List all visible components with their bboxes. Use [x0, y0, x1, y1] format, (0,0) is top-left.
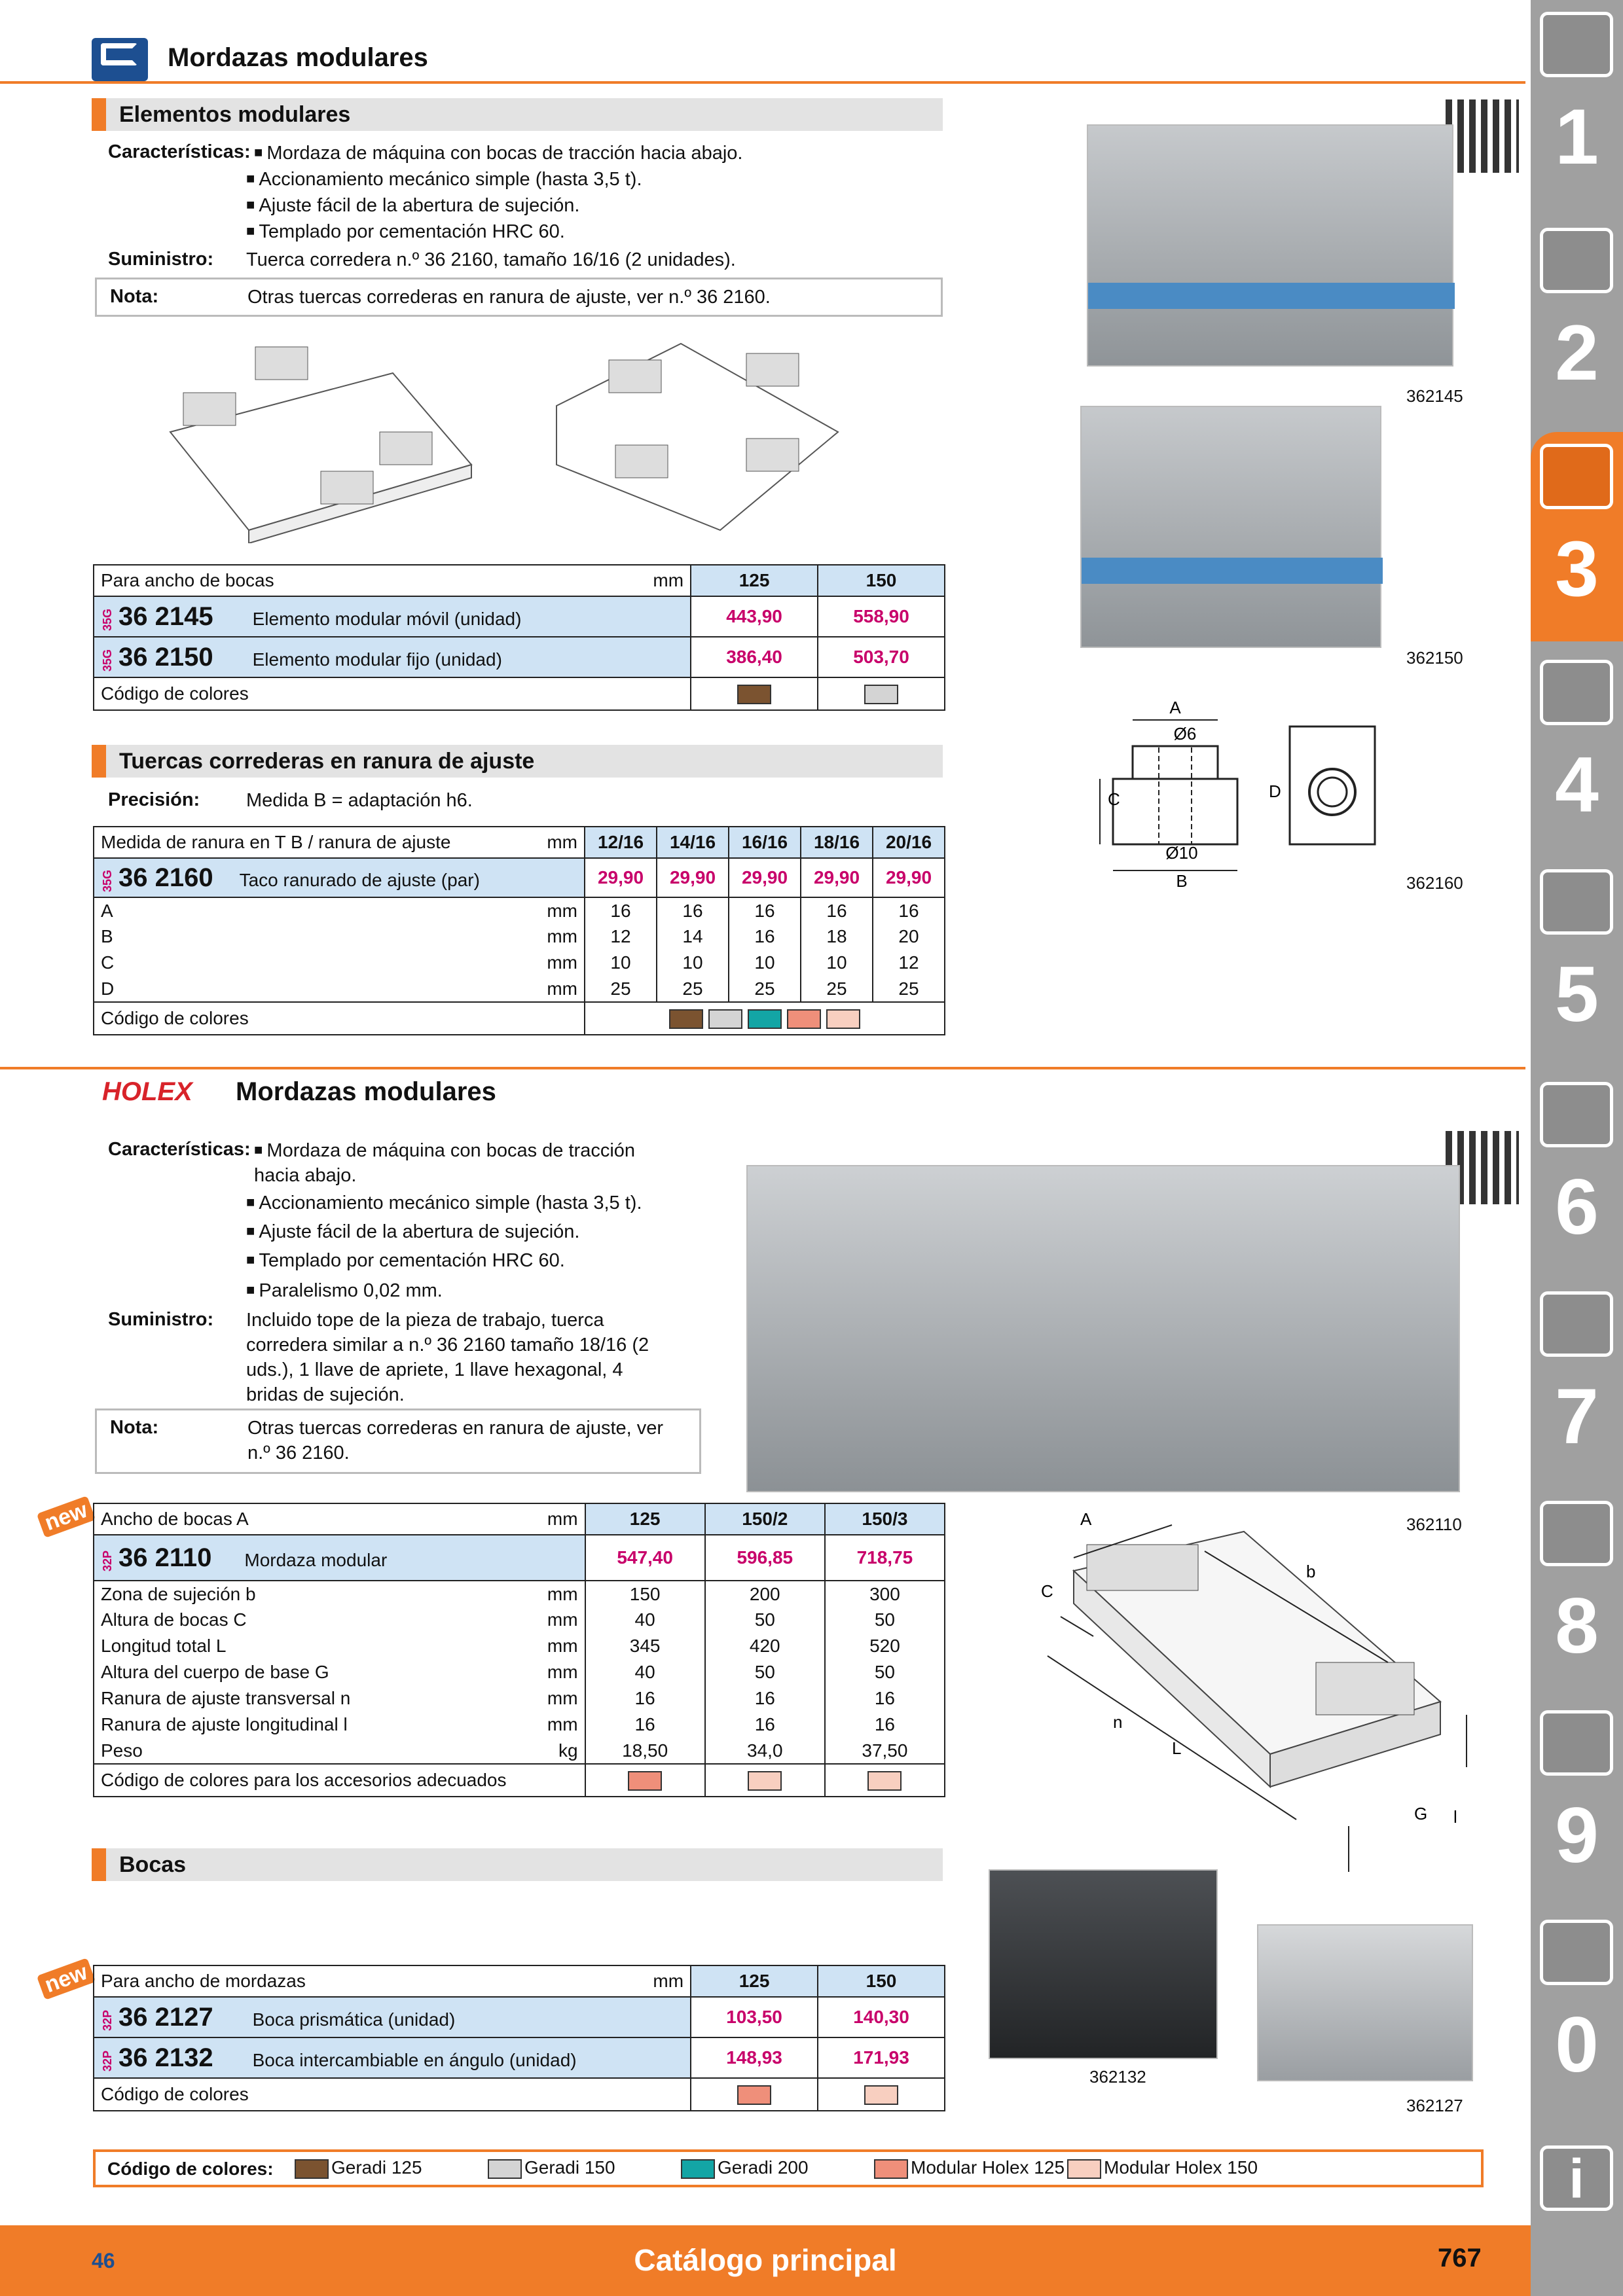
- color-swatch: [864, 685, 898, 704]
- sidebar-item-9[interactable]: 9: [1531, 1698, 1623, 1908]
- color-swatch: [737, 685, 771, 704]
- article-code[interactable]: 36 2160: [119, 863, 213, 892]
- legend-item: Geradi 125: [292, 2157, 422, 2179]
- article-code[interactable]: 36 2132: [119, 2043, 213, 2072]
- new-badge: new: [37, 1958, 96, 2000]
- vise-dimension-diagram: [1021, 1505, 1506, 1878]
- dim-label: l: [1453, 1807, 1457, 1827]
- article-desc: Elemento modular móvil (unidad): [252, 608, 522, 629]
- product-image-362110: [746, 1165, 1460, 1492]
- table-row: Altura de bocas C mm 40 50 50: [94, 1607, 945, 1633]
- table-slot-nuts: Medida de ranura en T B / ranura de ajuste mm 12/16 14/16 16/16 18/16 20/16 35G 36 2160 Taco ranurado de ajuste (par) 29,90 29,90 29,90 29,90 29,90 A mm 16 16 16 16 16 B mm 12 14 16 18 20 C mm 10 10 10 10 12 D mm 25 25 25 25 25 Código de colores: [93, 826, 945, 1035]
- table-row: Ranura de ajuste transversal n mm 16 16 16: [94, 1685, 945, 1712]
- dim-label: b: [1306, 1562, 1316, 1581]
- dim-label: B: [1176, 871, 1188, 891]
- table-modular-elements: [93, 564, 945, 711]
- feature-item: ■ Templado por cementación HRC 60.: [246, 1247, 565, 1273]
- product-image-362150: [1080, 406, 1381, 648]
- dim-label: D: [1269, 781, 1281, 801]
- note-text: Otras tuercas correderas en ranura de ajuste, ver n.º 36 2160.: [247, 1418, 664, 1463]
- legend-item: Geradi 200: [678, 2157, 809, 2179]
- features-label: Características:: [108, 1139, 251, 1160]
- new-badge: new: [37, 1496, 96, 1538]
- sidebar-item-3[interactable]: 3: [1531, 432, 1623, 641]
- color-swatch: [867, 1771, 902, 1791]
- supply-label: Suministro:: [108, 1309, 214, 1330]
- color-swatch: [787, 1009, 821, 1029]
- pliers-icon: [1540, 1291, 1613, 1357]
- table-header-label: Para ancho de bocas: [94, 565, 636, 596]
- toolbox-icon: [1540, 1501, 1613, 1566]
- legend-item: Modular Holex 150: [1065, 2157, 1258, 2179]
- legend-item: Geradi 150: [485, 2157, 615, 2179]
- feature-item: ■ Ajuste fácil de la abertura de sujeción.: [246, 1219, 579, 1244]
- qr-code[interactable]: [1446, 99, 1519, 173]
- feature-item: ■ Accionamiento mecánico simple (hasta 3,5 t).: [246, 166, 642, 192]
- color-swatch: [826, 1009, 860, 1029]
- sidebar-item-0[interactable]: 0: [1531, 1908, 1623, 2117]
- page-number-left: 46: [92, 2249, 115, 2272]
- sidebar-item-6[interactable]: 6: [1531, 1070, 1623, 1280]
- unit: mm: [636, 565, 691, 596]
- note-label: Nota:: [110, 1417, 159, 1438]
- table-row: 35G 36 2145 Elemento modular móvil (unidad) 443,90 558,90: [94, 596, 945, 637]
- caption-362145: 362145: [1406, 386, 1463, 406]
- dim-label: Ø10: [1165, 843, 1198, 863]
- price: 558,90: [818, 596, 945, 637]
- sub2-header: [92, 745, 943, 778]
- precision-label: Precisión:: [108, 789, 200, 810]
- caption-362110: 362110: [1406, 1515, 1462, 1534]
- dim-label: Ø6: [1173, 724, 1197, 744]
- color-swatch: [708, 1009, 742, 1029]
- dim-label: A: [1169, 700, 1181, 717]
- safety-icon: [1540, 1920, 1613, 1985]
- table-row: 32P 36 2110 Mordaza modular 547,40 596,85 718,75: [94, 1535, 945, 1581]
- note-label: Nota:: [110, 286, 159, 307]
- color-swatch: [737, 2085, 771, 2105]
- caption-362160: 362160: [1406, 873, 1463, 893]
- color-swatch: [748, 1009, 782, 1029]
- caption-362150: 362150: [1406, 648, 1463, 668]
- supply-text: Tuerca corredera n.º 36 2160, tamaño 16/16 (2 unidades).: [246, 249, 736, 270]
- color-code-label: Código de colores: [94, 677, 691, 710]
- sidebar-item-4[interactable]: 4: [1531, 648, 1623, 857]
- dim-label: L: [1172, 1738, 1182, 1758]
- table-row: C mm 10 10 10 10 12: [94, 950, 945, 976]
- feature-item: ■ Mordaza de máquina con bocas de tracción hacia abajo.: [254, 1138, 673, 1188]
- holex-logo: HOLEX: [102, 1077, 192, 1106]
- color-swatch: [628, 1771, 662, 1791]
- page-number-right: 767: [1438, 2244, 1482, 2272]
- table-row: 35G 36 2160 Taco ranurado de ajuste (par) 29,90 29,90 29,90 29,90 29,90: [94, 858, 945, 897]
- section2-divider: [0, 1067, 1525, 1069]
- feature-item: ■ Accionamiento mecánico simple (hasta 3,5 t).: [246, 1190, 642, 1215]
- info-icon: i: [1540, 2145, 1613, 2211]
- cabinet-icon: [1540, 1710, 1613, 1776]
- sub3-header: [92, 1848, 943, 1881]
- sub3-title: Bocas: [119, 1852, 187, 1877]
- sidebar-item-info[interactable]: [1531, 2134, 1623, 2225]
- table-row: Altura del cuerpo de base G mm 40 50 50: [94, 1659, 945, 1685]
- feature-item: ■ Paralelismo 0,02 mm.: [246, 1278, 443, 1303]
- table-row: Zona de sujeción b mm 150 200 300: [94, 1581, 945, 1607]
- article-code[interactable]: 36 2150: [119, 642, 213, 672]
- dim-label: A: [1080, 1509, 1092, 1529]
- chuck-icon: [1540, 444, 1613, 509]
- catalog-title: Catálogo principal: [634, 2243, 897, 2277]
- color-legend: [93, 2149, 1484, 2187]
- precision-text: Medida B = adaptación h6.: [246, 790, 473, 811]
- sub2-title: Tuercas correderas en ranura de ajuste: [119, 749, 535, 774]
- product-image-362127: [1257, 1924, 1473, 2081]
- table-row: D mm 25 25 25 25 25: [94, 976, 945, 1002]
- sidebar-item-8[interactable]: 8: [1531, 1489, 1623, 1698]
- dim-label: C: [1041, 1581, 1053, 1601]
- note-box: [95, 278, 943, 317]
- wrench-icon: [1540, 1082, 1613, 1147]
- geradi-logo: [92, 38, 148, 81]
- dim-label: C: [1108, 789, 1120, 809]
- caption-362127: 362127: [1406, 2096, 1463, 2115]
- caption-362132: 362132: [1089, 2067, 1146, 2087]
- feature-item: ■ Templado por cementación HRC 60.: [246, 219, 565, 244]
- price: 386,40: [691, 637, 818, 677]
- sub1-header: [92, 98, 943, 131]
- table-jaws: Para ancho de mordazas mm 125 150 32P 36 2127 Boca prismática (unidad) 103,50 140,30 32P 36 2132 Boca intercambiable en ángulo (unidad) 148,93 171,93 Código de colores: [93, 1965, 945, 2111]
- supply-label: Suministro:: [108, 249, 214, 270]
- table-row: Ranura de ajuste longitudinal l mm 16 16 16: [94, 1712, 945, 1738]
- caliper-icon: [1540, 660, 1613, 725]
- product-image-362132: [989, 1869, 1218, 2059]
- article-desc: Elemento modular fijo (unidad): [252, 649, 502, 670]
- footer: [0, 2225, 1531, 2296]
- col-header: 125: [691, 565, 818, 596]
- legend-item: Modular Holex 125: [871, 2157, 1065, 2179]
- price: 503,70: [818, 637, 945, 677]
- legend-label: Código de colores:: [107, 2159, 274, 2179]
- table-row: 32P 36 2132 Boca intercambiable en ángulo (unidad) 148,93 171,93: [94, 2037, 945, 2078]
- article-code[interactable]: 36 2145: [119, 601, 213, 631]
- color-swatch: [864, 2085, 898, 2105]
- table-row: Longitud total L mm 345 420 520: [94, 1633, 945, 1659]
- table-row: 35G 36 2150 Elemento modular fijo (unidad) 386,40 503,70: [94, 637, 945, 677]
- table-row: 32P 36 2127 Boca prismática (unidad) 103,50 140,30: [94, 1997, 945, 2037]
- feature-item: ■ Ajuste fácil de la abertura de sujeción.: [246, 192, 579, 218]
- table-row: B mm 12 14 16 18 20: [94, 924, 945, 950]
- price: 443,90: [691, 596, 818, 637]
- note-text: Otras tuercas correderas en ranura de ajuste, ver n.º 36 2160.: [247, 287, 771, 308]
- slot-nut-diagram: [1093, 700, 1401, 897]
- sub1-title: Elementos modulares: [119, 102, 351, 127]
- insert-icon: [1540, 228, 1613, 293]
- modular-setup-drawings: [164, 334, 871, 543]
- supply-text: Incluido tope de la pieza de trabajo, tuerca corredera similar a n.º 36 2160 tamaño 18/16 (2 uds.), 1 llave de apriete, 1 llave hexagonal, 4 bridas de sujeción.: [246, 1310, 649, 1405]
- sidebar-item-5[interactable]: 5: [1531, 857, 1623, 1067]
- section1-title: Mordazas modulares: [168, 43, 428, 72]
- saw-icon: [1540, 869, 1613, 935]
- sidebar-item-7[interactable]: 7: [1531, 1280, 1623, 1489]
- col-header: 150: [818, 565, 945, 596]
- table-row: A mm 16 16 16 16 16: [94, 897, 945, 924]
- drill-icon: [1540, 12, 1613, 77]
- table-row: Peso kg 18,50 34,0 37,50: [94, 1738, 945, 1764]
- color-swatch: [748, 1771, 782, 1791]
- section2-title: Mordazas modulares: [236, 1077, 496, 1106]
- note-box: [95, 1408, 701, 1474]
- sidebar-item-2[interactable]: 2: [1531, 216, 1623, 425]
- table-holex-vise: Ancho de bocas A mm 125 150/2 150/3 32P 36 2110 Mordaza modular 547,40 596,85 718,75 Zona de sujeción b mm 150 200 300 Altura de bocas C mm 40 50 50 Longitud total L mm 345 420 520 Altura del cuerpo de base G mm 40 50 50 Ranura de ajuste transversal n mm 16 16 16 Ranura de ajuste longitudinal l mm 16 16 16 Peso kg 18,50 34,0 37,50 Código de colores para los accesorios adecuados: [93, 1503, 945, 1797]
- features-label: Características:: [108, 141, 251, 162]
- product-image-362145: [1087, 124, 1453, 367]
- dim-label: G: [1414, 1804, 1428, 1823]
- color-swatch: [669, 1009, 703, 1029]
- sidebar-item-1[interactable]: 1: [1531, 0, 1623, 209]
- article-code[interactable]: 36 2110: [119, 1543, 212, 1572]
- article-code[interactable]: 36 2127: [119, 2002, 213, 2032]
- feature-item: ■ Mordaza de máquina con bocas de tracción hacia abajo.: [254, 140, 742, 166]
- dim-label: n: [1113, 1712, 1123, 1732]
